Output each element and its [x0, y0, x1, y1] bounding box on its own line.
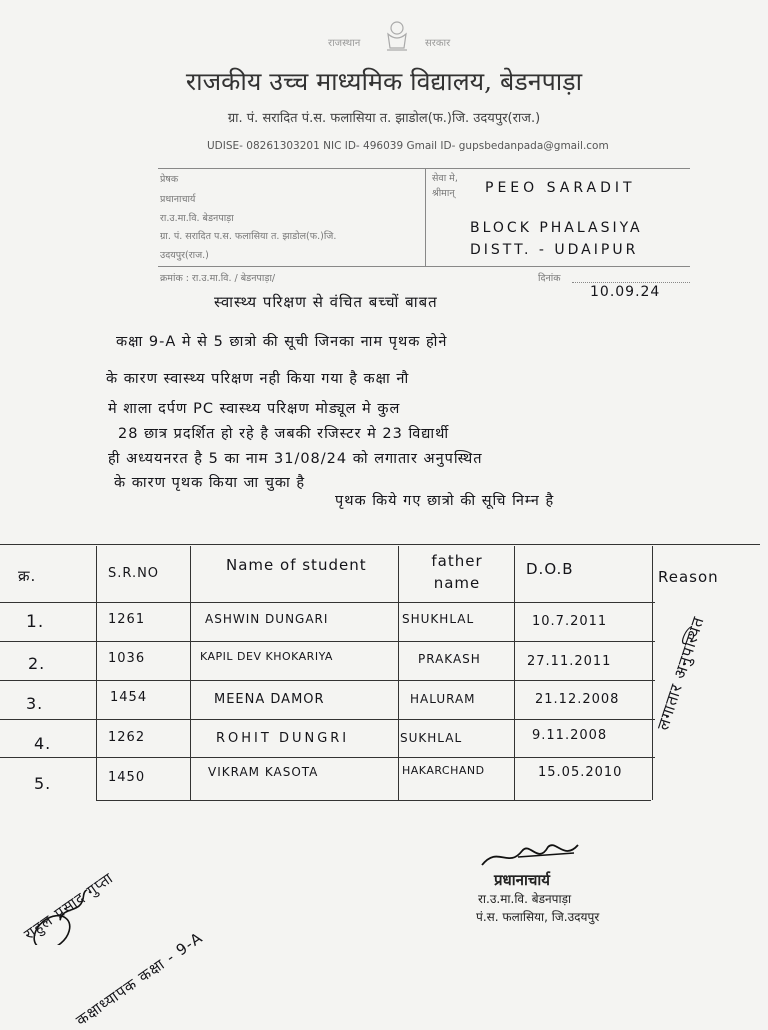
letter-date: 10.09.24 — [590, 284, 661, 300]
header-father-name: father name — [431, 552, 483, 592]
body-line: के कारण स्वास्थ्य परिक्षण नही किया गया है कक्षा नौ — [106, 371, 410, 387]
school-name: राजकीय उच्च माध्यमिक विद्यालय, बेडनपाड़ा — [185, 67, 583, 96]
dinank-label: दिनांक — [538, 273, 561, 284]
school-address: ग्रा. पं. सरादित पं.स. फलासिया त. झाडोल(फ.)जि. उदयपुर(राज.) — [227, 111, 541, 126]
table-row-dob: 21.12.2008 — [535, 692, 620, 707]
table-row-srno: 1454 — [110, 690, 148, 705]
table-border — [190, 546, 191, 800]
table-border — [0, 719, 655, 720]
sender-line: उदयपुर(राज.) — [160, 250, 209, 261]
body-line: 28 छात्र प्रदर्शित हो रहे है जबकी रजिस्टर मे 23 विद्यार्थी — [118, 426, 450, 442]
sender-line: रा.उ.मा.वि. बेडनपाड़ा — [160, 213, 234, 224]
body-line: के कारण पृथक किया जा चुका है — [114, 475, 306, 491]
table-row-name: ROHIT DUNGRI — [216, 731, 350, 746]
table-border — [96, 546, 97, 800]
table-row-father: HAKARCHAND — [402, 764, 485, 777]
divider — [158, 168, 690, 169]
table-row-dob: 9.11.2008 — [532, 728, 608, 743]
table-border — [652, 546, 653, 800]
sender-label: प्रेषक — [160, 174, 179, 185]
table-row-father: HALURAM — [410, 692, 476, 706]
body-line: पृथक किये गए छात्रो की सूचि निम्न है — [335, 493, 555, 509]
table-row-num: 1. — [26, 612, 45, 632]
table-row-dob: 15.05.2010 — [538, 765, 623, 780]
body-line: कक्षा 9-A मे से 5 छात्रो की सूची जिनका नाम पृथक होने — [116, 334, 448, 350]
udise-line: UDISE- 08261303201 NIC ID- 496039 Gmail ID- gupsbedanpada@gmail.com — [207, 140, 609, 152]
teacher-designation: कक्षाध्यापक कक्षा - 9-A — [72, 928, 207, 1030]
table-row-name: ASHWIN DUNGARI — [205, 612, 329, 626]
principal-seal-line: रा.उ.मा.वि. बेडनपाड़ा — [478, 892, 572, 906]
table-row-dob: 27.11.2011 — [527, 654, 612, 669]
table-border — [0, 602, 655, 603]
body-line: ही अध्ययनरत है 5 का नाम 31/08/24 को लगातार अनुपस्थित — [108, 451, 483, 467]
divider — [425, 168, 426, 266]
table-row-srno: 1262 — [108, 730, 146, 745]
header-srno: S.R.NO — [108, 566, 160, 581]
salutation: श्रीमान् — [432, 188, 455, 199]
body-line: मे शाला दर्पण PC स्वास्थ्य परिक्षण मोड्यूल मे कुल — [108, 401, 401, 417]
table-row-srno: 1450 — [108, 770, 146, 785]
national-emblem-icon — [382, 20, 412, 54]
table-row-srno: 1261 — [108, 612, 146, 627]
table-row-father: PRAKASH — [418, 652, 481, 666]
date-underline — [572, 282, 690, 283]
recipient-block: BLOCK PHALASIYA — [470, 220, 643, 236]
table-border — [0, 680, 655, 681]
table-row-father: SHUKHLAL — [402, 612, 475, 626]
header-dob: D.O.B — [526, 560, 574, 578]
table-row-dob: 10.7.2011 — [532, 614, 608, 629]
teacher-name: राहुल प्रसाद गुप्ता — [20, 868, 117, 944]
table-row-num: 2. — [28, 654, 46, 673]
principal-title: प्रधानाचार्य — [494, 871, 550, 889]
table-row-name: MEENA DAMOR — [214, 692, 325, 707]
header-reason: Reason — [658, 568, 719, 586]
table-row-father: SUKHLAL — [400, 731, 463, 745]
table-row-name: VIKRAM KASOTA — [208, 765, 319, 779]
subject-line: स्वास्थ्य परिक्षण से वंचित बच्चों बाबत — [214, 293, 438, 311]
emblem-caption-right: सरकार — [425, 38, 451, 49]
header-student-name: Name of student — [226, 556, 367, 574]
table-row-num: 5. — [34, 774, 52, 793]
table-row-srno: 1036 — [108, 651, 146, 666]
recipient-district: DISTT. - UDAIPUR — [470, 242, 639, 258]
sender-line: ग्रा. पं. सरादित प.स. फलासिया त. झाडोल(फ.)जि. — [160, 231, 337, 242]
table-border — [398, 546, 399, 800]
reason-text: लगातार अनुपस्थित — [653, 613, 708, 733]
sender-line: प्रधानाचार्य — [160, 194, 196, 205]
recipient-name: PEEO SARADIT — [485, 180, 636, 196]
header-num: क्र. — [18, 567, 37, 585]
emblem-caption-left: राजस्थान — [328, 38, 361, 49]
table-row-num: 4. — [34, 734, 52, 753]
principal-signature — [478, 835, 588, 875]
table-row-name: KAPIL DEV KHOKARIYA — [200, 650, 333, 663]
table-border — [0, 641, 655, 642]
recipient-label: सेवा मे, — [432, 173, 458, 184]
kramank-label: क्रमांक : रा.उ.मा.वि. / बेडनपाड़ा/ — [160, 273, 276, 284]
table-row-num: 3. — [26, 694, 44, 713]
table-border — [0, 544, 760, 545]
principal-seal-line: पं.स. फलासिया, जि.उदयपुर — [476, 910, 600, 924]
table-border — [0, 757, 655, 758]
divider — [158, 266, 690, 267]
table-border — [514, 546, 515, 800]
table-border — [96, 800, 651, 801]
